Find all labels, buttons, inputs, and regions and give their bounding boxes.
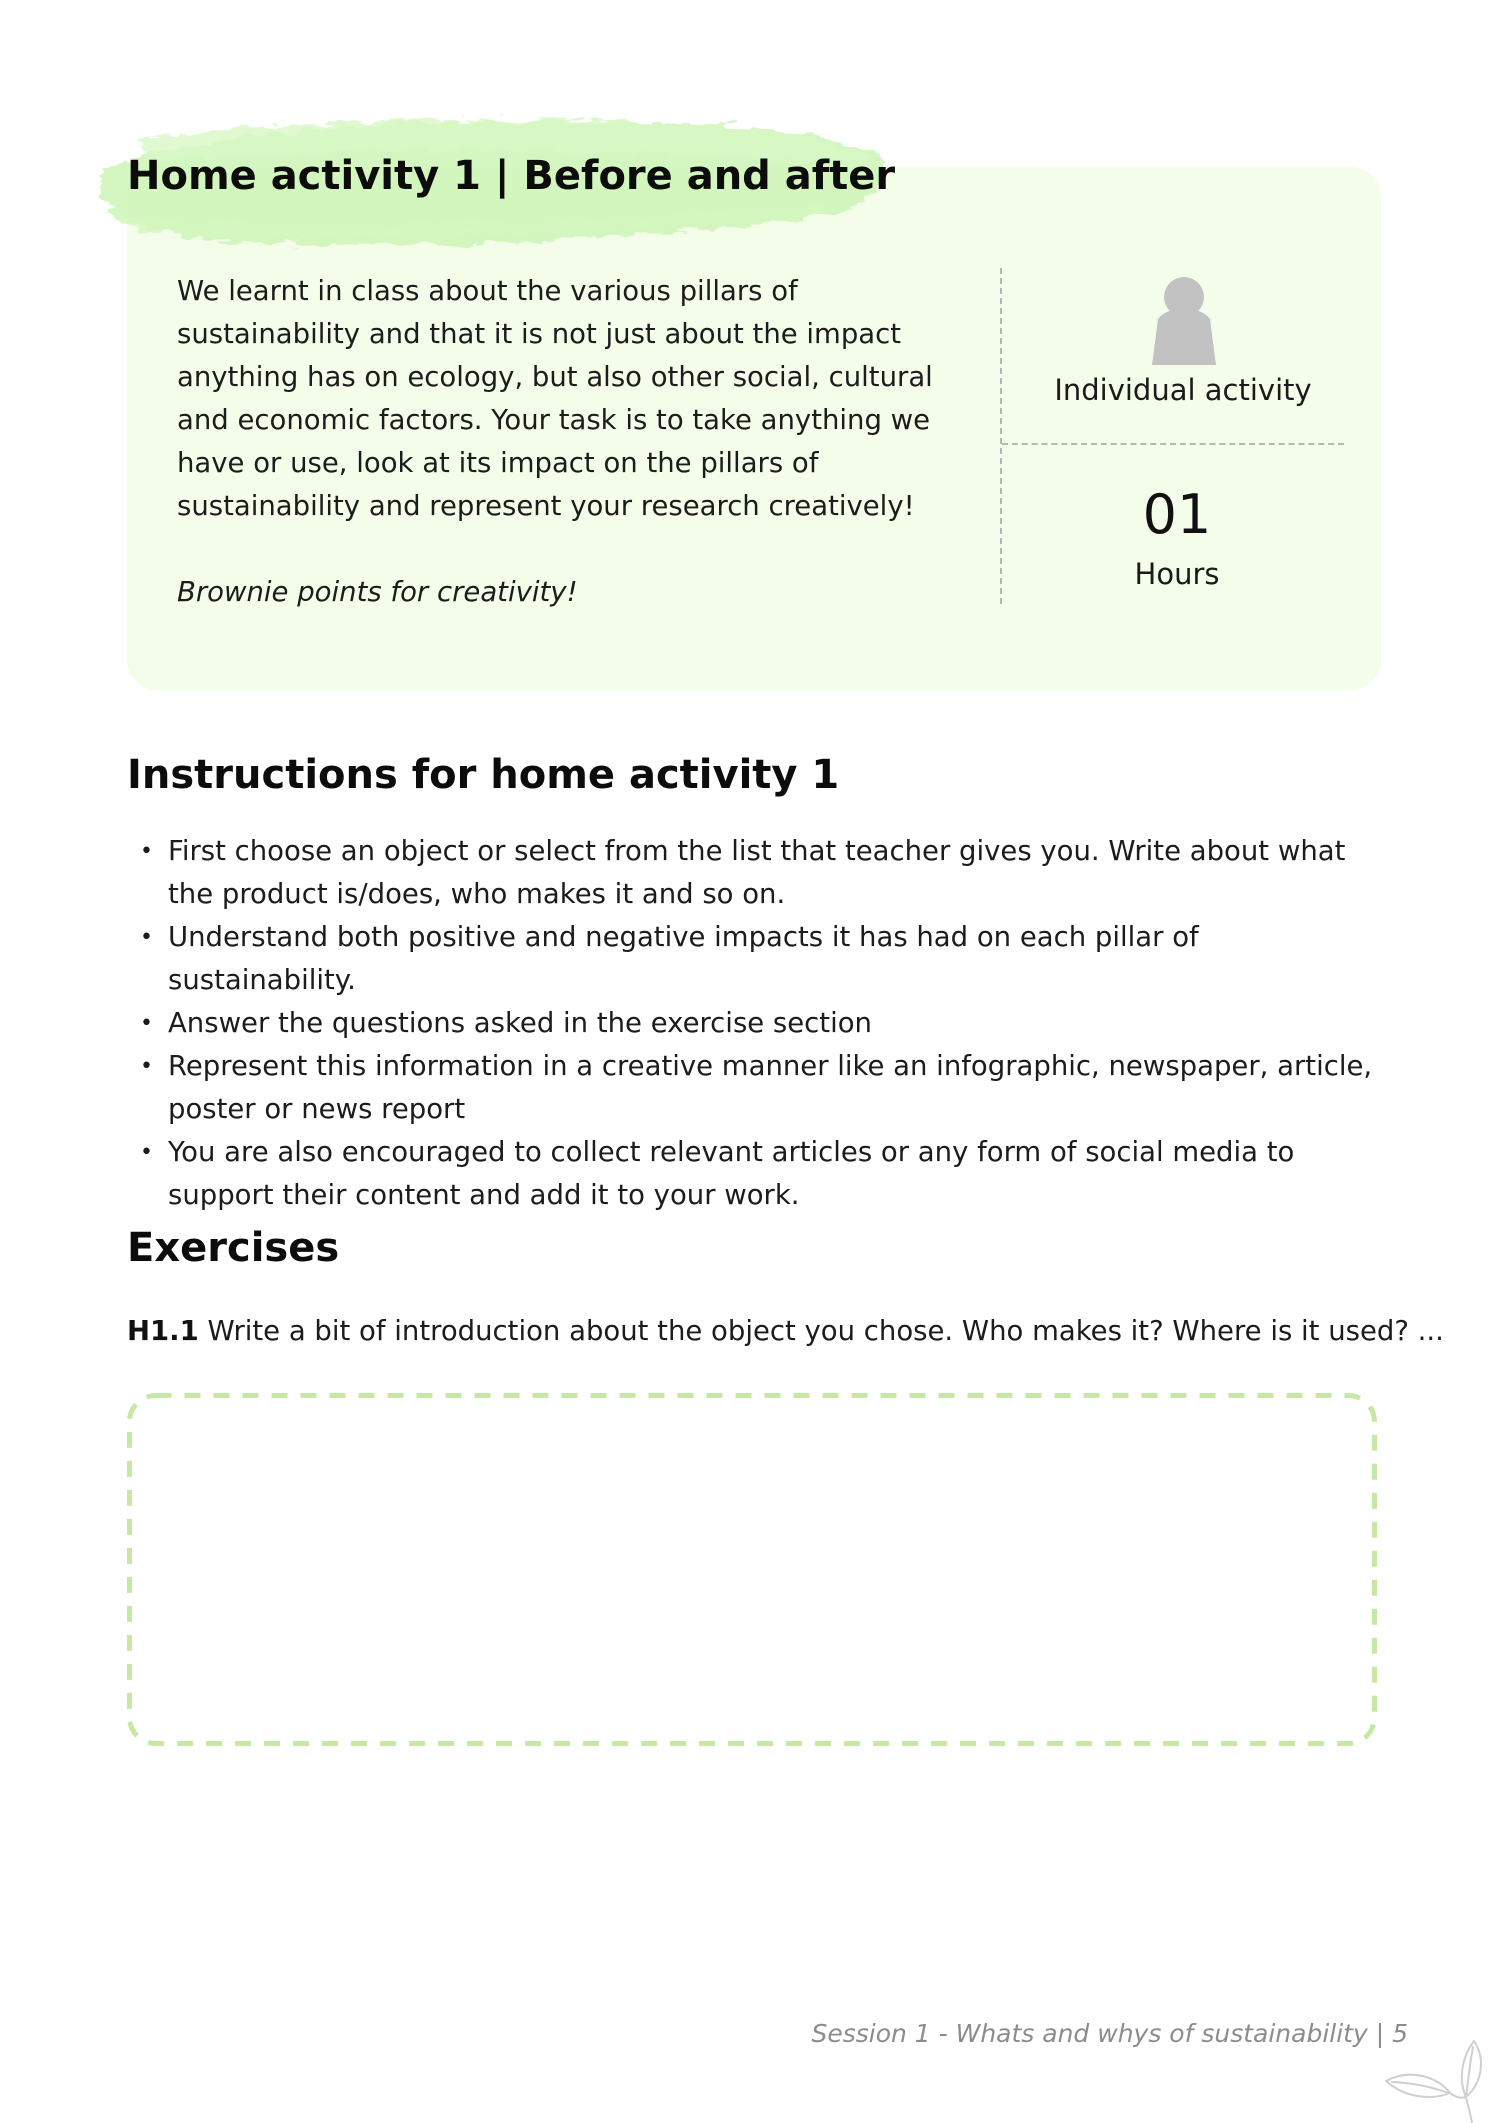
exercises-heading: Exercises [127, 1225, 340, 1271]
activity-type-label: Individual activity [1054, 373, 1312, 407]
activity-title: Home activity 1 | Before and after [127, 153, 896, 199]
duration-unit: Hours [1134, 557, 1220, 591]
answer-box[interactable] [127, 1393, 1377, 1746]
activity-note: Brownie points for creativity! [177, 576, 578, 608]
instruction-text: You are also encouraged to collect relevant articles or any form of social media to support their content and add it to your work. [168, 1136, 1295, 1211]
activity-paragraph: We learnt in class about the various pillars of sustainability and that it is not just about the impact anything has on ecology, but also other social, cultural and economic factors. Your task is to take anything we have or use, look at its impact on the pillars of sustainability and represent your research creatively! [177, 275, 933, 522]
person-icon [1150, 275, 1218, 365]
bullet-icon: • [140, 839, 153, 864]
list-item [127, 1131, 1377, 1217]
bullet-icon: • [140, 1054, 153, 1079]
instruction-list [127, 830, 1377, 1217]
list-item [127, 916, 1377, 1002]
page-footer: Session 1 - Whats and whys of sustainability | 5 [811, 2019, 1408, 2048]
question-number: H1.1 [127, 1315, 199, 1347]
list-item [127, 1002, 1377, 1045]
bullet-icon: • [140, 925, 153, 950]
bullet-icon: • [140, 1140, 153, 1165]
horizontal-divider [1002, 443, 1344, 445]
instruction-text: Understand both positive and negative impacts it has had on each pillar of sustainability. [168, 921, 1199, 996]
leaf-logo-icon [1378, 2035, 1500, 2123]
list-item [127, 1045, 1377, 1131]
bullet-icon: • [140, 1011, 153, 1036]
question-text: Write a bit of introduction about the object you chose. Who makes it? Where is it used? ... [207, 1315, 1444, 1347]
activity-description [177, 270, 977, 614]
instruction-text: Represent this information in a creative manner like an infographic, newspaper, article, poster or news report [168, 1050, 1373, 1125]
duration-value: 01 [1142, 483, 1212, 546]
instruction-text: Answer the questions asked in the exercise section [168, 1007, 872, 1039]
instruction-text: First choose an object or select from the list that teacher gives you. Write about what the product is/does, who makes it and so on. [168, 835, 1346, 910]
exercise-question-h1-1 [127, 1310, 1444, 1353]
list-item [127, 830, 1377, 916]
instructions-heading: Instructions for home activity 1 [127, 752, 840, 798]
